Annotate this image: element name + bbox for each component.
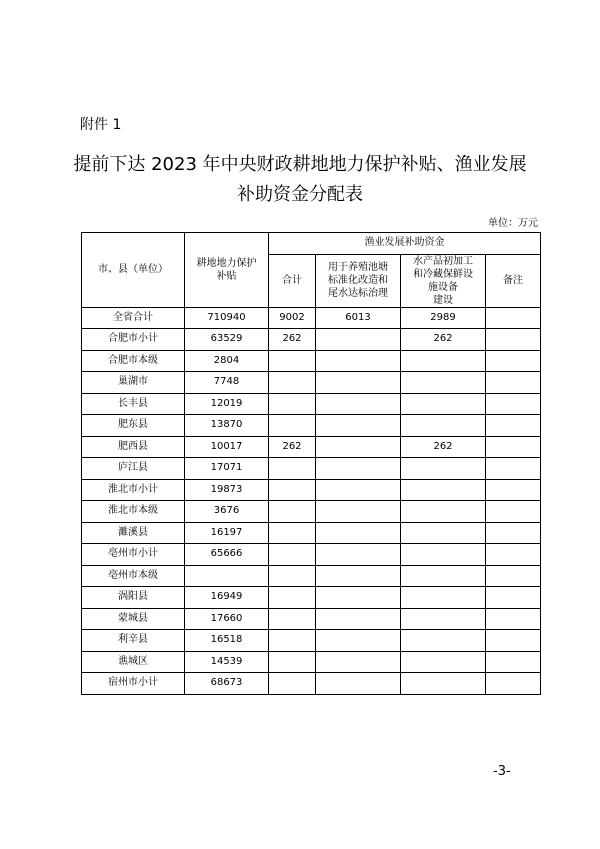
pond-cell [316, 372, 401, 394]
aquatic-cell [401, 544, 486, 566]
fishery-total-cell [269, 393, 316, 415]
region-cell: 涡阳县 [82, 587, 185, 609]
table-row-province-total [82, 307, 541, 329]
header-fishery-total: 合计 [269, 254, 316, 307]
table-row [82, 350, 541, 372]
region-cell: 谯城区 [82, 651, 185, 673]
farmland-cell: 68673 [185, 673, 269, 695]
region-cell: 利辛县 [82, 630, 185, 652]
aquatic-cell [401, 350, 486, 372]
note-cell [486, 587, 541, 609]
pond-cell [316, 673, 401, 695]
fishery-total-cell: 262 [269, 436, 316, 458]
header-pond-renovation [316, 254, 401, 307]
farmland-cell: 14539 [185, 651, 269, 673]
fishery-total-cell [269, 608, 316, 630]
fishery-total-cell [269, 565, 316, 587]
fishery-total-cell [269, 630, 316, 652]
note-cell [486, 350, 541, 372]
fishery-total-cell [269, 651, 316, 673]
pond-cell [316, 544, 401, 566]
note-cell [486, 673, 541, 695]
pond-cell [316, 350, 401, 372]
note-cell [486, 651, 541, 673]
note-cell [486, 630, 541, 652]
farmland-cell: 16949 [185, 587, 269, 609]
aquatic-cell: 2989 [401, 307, 486, 329]
farmland-cell: 17071 [185, 458, 269, 480]
note-cell [486, 544, 541, 566]
table-row [82, 372, 541, 394]
note-cell [486, 415, 541, 437]
note-cell [486, 436, 541, 458]
region-cell: 巢湖市 [82, 372, 185, 394]
farmland-cell [185, 565, 269, 587]
table-row [82, 501, 541, 523]
document-title-line2: 补助资金分配表 [237, 184, 363, 205]
aquatic-cell [401, 458, 486, 480]
table-row [82, 544, 541, 566]
aquatic-cell [401, 587, 486, 609]
region-cell: 肥西县 [82, 436, 185, 458]
table-row [82, 393, 541, 415]
fishery-total-cell [269, 587, 316, 609]
fishery-total-cell [269, 350, 316, 372]
farmland-cell: 3676 [185, 501, 269, 523]
aquatic-cell [401, 415, 486, 437]
pond-cell [316, 630, 401, 652]
table-row [82, 608, 541, 630]
aquatic-cell [401, 651, 486, 673]
aquatic-cell [401, 565, 486, 587]
allocation-table [81, 232, 541, 695]
aquatic-cell [401, 479, 486, 501]
region-cell: 合肥市本级 [82, 350, 185, 372]
table-row [82, 651, 541, 673]
pond-cell [316, 501, 401, 523]
pond-cell: 6013 [316, 307, 401, 329]
aquatic-cell [401, 522, 486, 544]
header-region: 市、县（单位） [82, 233, 185, 308]
pond-cell [316, 608, 401, 630]
header-note: 备注 [486, 254, 541, 307]
table-row [82, 630, 541, 652]
table-row [82, 458, 541, 480]
pond-cell [316, 565, 401, 587]
pond-cell [316, 458, 401, 480]
table-row [82, 479, 541, 501]
fishery-total-cell [269, 415, 316, 437]
table-row [82, 415, 541, 437]
table-row [82, 522, 541, 544]
document-title-line1: 提前下达 2023 年中央财政耕地地力保护补贴、渔业发展 [73, 154, 527, 175]
farmland-cell: 17660 [185, 608, 269, 630]
table-row [82, 329, 541, 351]
table-row [82, 587, 541, 609]
farmland-cell: 63529 [185, 329, 269, 351]
aquatic-cell [401, 372, 486, 394]
farmland-cell: 7748 [185, 372, 269, 394]
region-cell: 全省合计 [82, 307, 185, 329]
farmland-cell: 16518 [185, 630, 269, 652]
region-cell: 淮北市小计 [82, 479, 185, 501]
region-cell: 宿州市小计 [82, 673, 185, 695]
region-cell: 长丰县 [82, 393, 185, 415]
header-aquatic-processing-text: 水产品初加工 和冷藏保鲜设 施设备 建设 [413, 255, 473, 306]
region-cell: 亳州市本级 [82, 565, 185, 587]
fishery-total-cell [269, 458, 316, 480]
fishery-total-cell [269, 501, 316, 523]
note-cell [486, 458, 541, 480]
header-farmland-subsidy [185, 233, 269, 308]
attachment-label: 附件 1 [80, 117, 122, 133]
pond-cell [316, 436, 401, 458]
farmland-cell: 13870 [185, 415, 269, 437]
fishery-total-cell [269, 544, 316, 566]
region-cell: 淮北市本级 [82, 501, 185, 523]
region-cell: 庐江县 [82, 458, 185, 480]
aquatic-cell: 262 [401, 436, 486, 458]
region-cell: 亳州市小计 [82, 544, 185, 566]
pond-cell [316, 415, 401, 437]
pond-cell [316, 393, 401, 415]
header-farmland-subsidy-text: 耕地地力保护 补贴 [196, 257, 257, 282]
aquatic-cell [401, 608, 486, 630]
note-cell [486, 522, 541, 544]
fishery-total-cell [269, 479, 316, 501]
note-cell [486, 565, 541, 587]
pond-cell [316, 522, 401, 544]
page-number: -3- [493, 764, 511, 779]
note-cell [486, 479, 541, 501]
table-row [82, 673, 541, 695]
fishery-total-cell [269, 673, 316, 695]
farmland-cell: 10017 [185, 436, 269, 458]
region-cell: 蒙城县 [82, 608, 185, 630]
farmland-cell: 2804 [185, 350, 269, 372]
fishery-total-cell: 9002 [269, 307, 316, 329]
table-row [82, 565, 541, 587]
aquatic-cell [401, 501, 486, 523]
table-row [82, 436, 541, 458]
aquatic-cell [401, 393, 486, 415]
note-cell [486, 393, 541, 415]
unit-label: 单位：万元 [488, 218, 538, 229]
header-aquatic-processing [401, 254, 486, 307]
farmland-cell: 12019 [185, 393, 269, 415]
farmland-cell: 710940 [185, 307, 269, 329]
pond-cell [316, 479, 401, 501]
farmland-cell: 16197 [185, 522, 269, 544]
note-cell [486, 307, 541, 329]
note-cell [486, 372, 541, 394]
aquatic-cell [401, 630, 486, 652]
fishery-total-cell: 262 [269, 329, 316, 351]
header-pond-renovation-text: 用于养殖池塘 标准化改造和 尾水达标治理 [328, 262, 388, 299]
fishery-total-cell [269, 372, 316, 394]
farmland-cell: 19873 [185, 479, 269, 501]
farmland-cell: 65666 [185, 544, 269, 566]
fishery-total-cell [269, 522, 316, 544]
note-cell [486, 608, 541, 630]
region-cell: 濉溪县 [82, 522, 185, 544]
aquatic-cell [401, 673, 486, 695]
region-cell: 肥东县 [82, 415, 185, 437]
region-cell: 合肥市小计 [82, 329, 185, 351]
note-cell [486, 329, 541, 351]
note-cell [486, 501, 541, 523]
pond-cell [316, 587, 401, 609]
pond-cell [316, 651, 401, 673]
header-fishery-group: 渔业发展补助资金 [269, 233, 541, 255]
aquatic-cell: 262 [401, 329, 486, 351]
pond-cell [316, 329, 401, 351]
